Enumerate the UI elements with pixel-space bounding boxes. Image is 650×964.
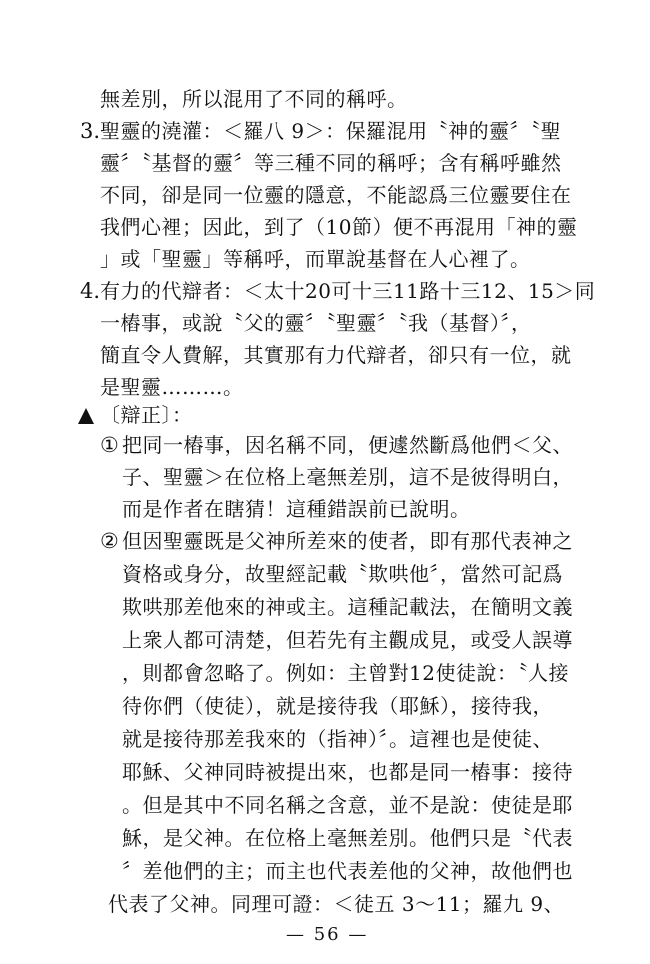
item-3-line: 不同，卻是同一位靈的隱意，不能認爲三位靈要住在 xyxy=(100,183,572,207)
point-2-line: 耶穌、父神同時被提出來，也都是同一樁事：接待 xyxy=(122,760,573,784)
point-2-line: 資格或身分，故聖經記載〝欺哄他〞，當然可記爲 xyxy=(122,562,563,586)
point-2-line: 代表了父神。同理可證：＜徒五 3～11；羅九 9、 xyxy=(108,892,565,916)
point-2-line: 〞差他們的主；而主也代表差他的父神，故他們也 xyxy=(122,859,573,883)
point-1-line: 把同一樁事，因名稱不同，便遽然斷爲他們＜父、 xyxy=(122,433,573,457)
rebuttal-heading: 〔辯正〕： xyxy=(100,403,193,427)
point-2-marker: ② xyxy=(100,529,119,553)
page-number: — 56 — xyxy=(286,924,369,945)
point-2-line: ，則都會忽略了。例如：主曾對12使徒說：〝人接 xyxy=(122,661,569,685)
point-2-line: 。但是其中不同名稱之含意，並不是說：使徒是耶 xyxy=(122,793,573,817)
point-2-line: 欺哄那差他來的神或主。這種記載法，在簡明文義 xyxy=(122,595,573,619)
point-1-line: 而是作者在瞎猜！這種錯誤前已說明。 xyxy=(122,497,471,521)
point-2-line: 就是接待那差我來的（指神）〞。這裡也是使徒、 xyxy=(122,727,553,751)
item-3-line: 聖靈的澆灌：＜羅八 9＞：保羅混用〝神的靈〞〝聖 xyxy=(100,119,562,143)
point-2-line: 但因聖靈既是父神所差來的使者，即有那代表神之 xyxy=(122,529,573,553)
item-3-line: 」或「聖靈」等稱呼，而單說基督在人心裡了。 xyxy=(100,247,531,271)
item-3-line: 靈〞〝基督的靈〞等三種不同的稱呼；含有稱呼雖然 xyxy=(100,151,562,175)
triangle-bullet-icon xyxy=(78,408,94,424)
item-4-number: 4. xyxy=(80,279,101,303)
item-4-line: 有力的代辯者：＜太十20可十三11路十三12、15＞同 xyxy=(100,279,596,303)
point-1-line: 子、聖靈＞在位格上毫無差別，這不是彼得明白， xyxy=(122,465,573,489)
item-4-line: 是聖靈………。 xyxy=(100,375,244,399)
point-2-line: 上衆人都可淸楚，但若先有主觀成見，或受人誤導 xyxy=(122,628,573,652)
point-1-marker: ① xyxy=(100,433,119,457)
item-4-line: 簡直令人費解，其實那有力代辯者，卻只有一位，就 xyxy=(100,343,572,367)
point-2-line: 穌，是父神。在位格上毫無差別。他們只是〝代表 xyxy=(122,826,573,850)
intro-line: 無差別，所以混用了不同的稱呼。 xyxy=(100,87,408,111)
item-3-number: 3. xyxy=(80,119,101,143)
point-2-line: 待你們（使徒），就是接待我（耶穌），接待我， xyxy=(122,694,553,718)
item-3-line: 我們心裡；因此，到了（10節）便不再混用「神的靈 xyxy=(100,215,578,239)
item-4-line: 一樁事，或說〝父的靈〞〝聖靈〞〝我（基督）〞， xyxy=(100,311,532,335)
